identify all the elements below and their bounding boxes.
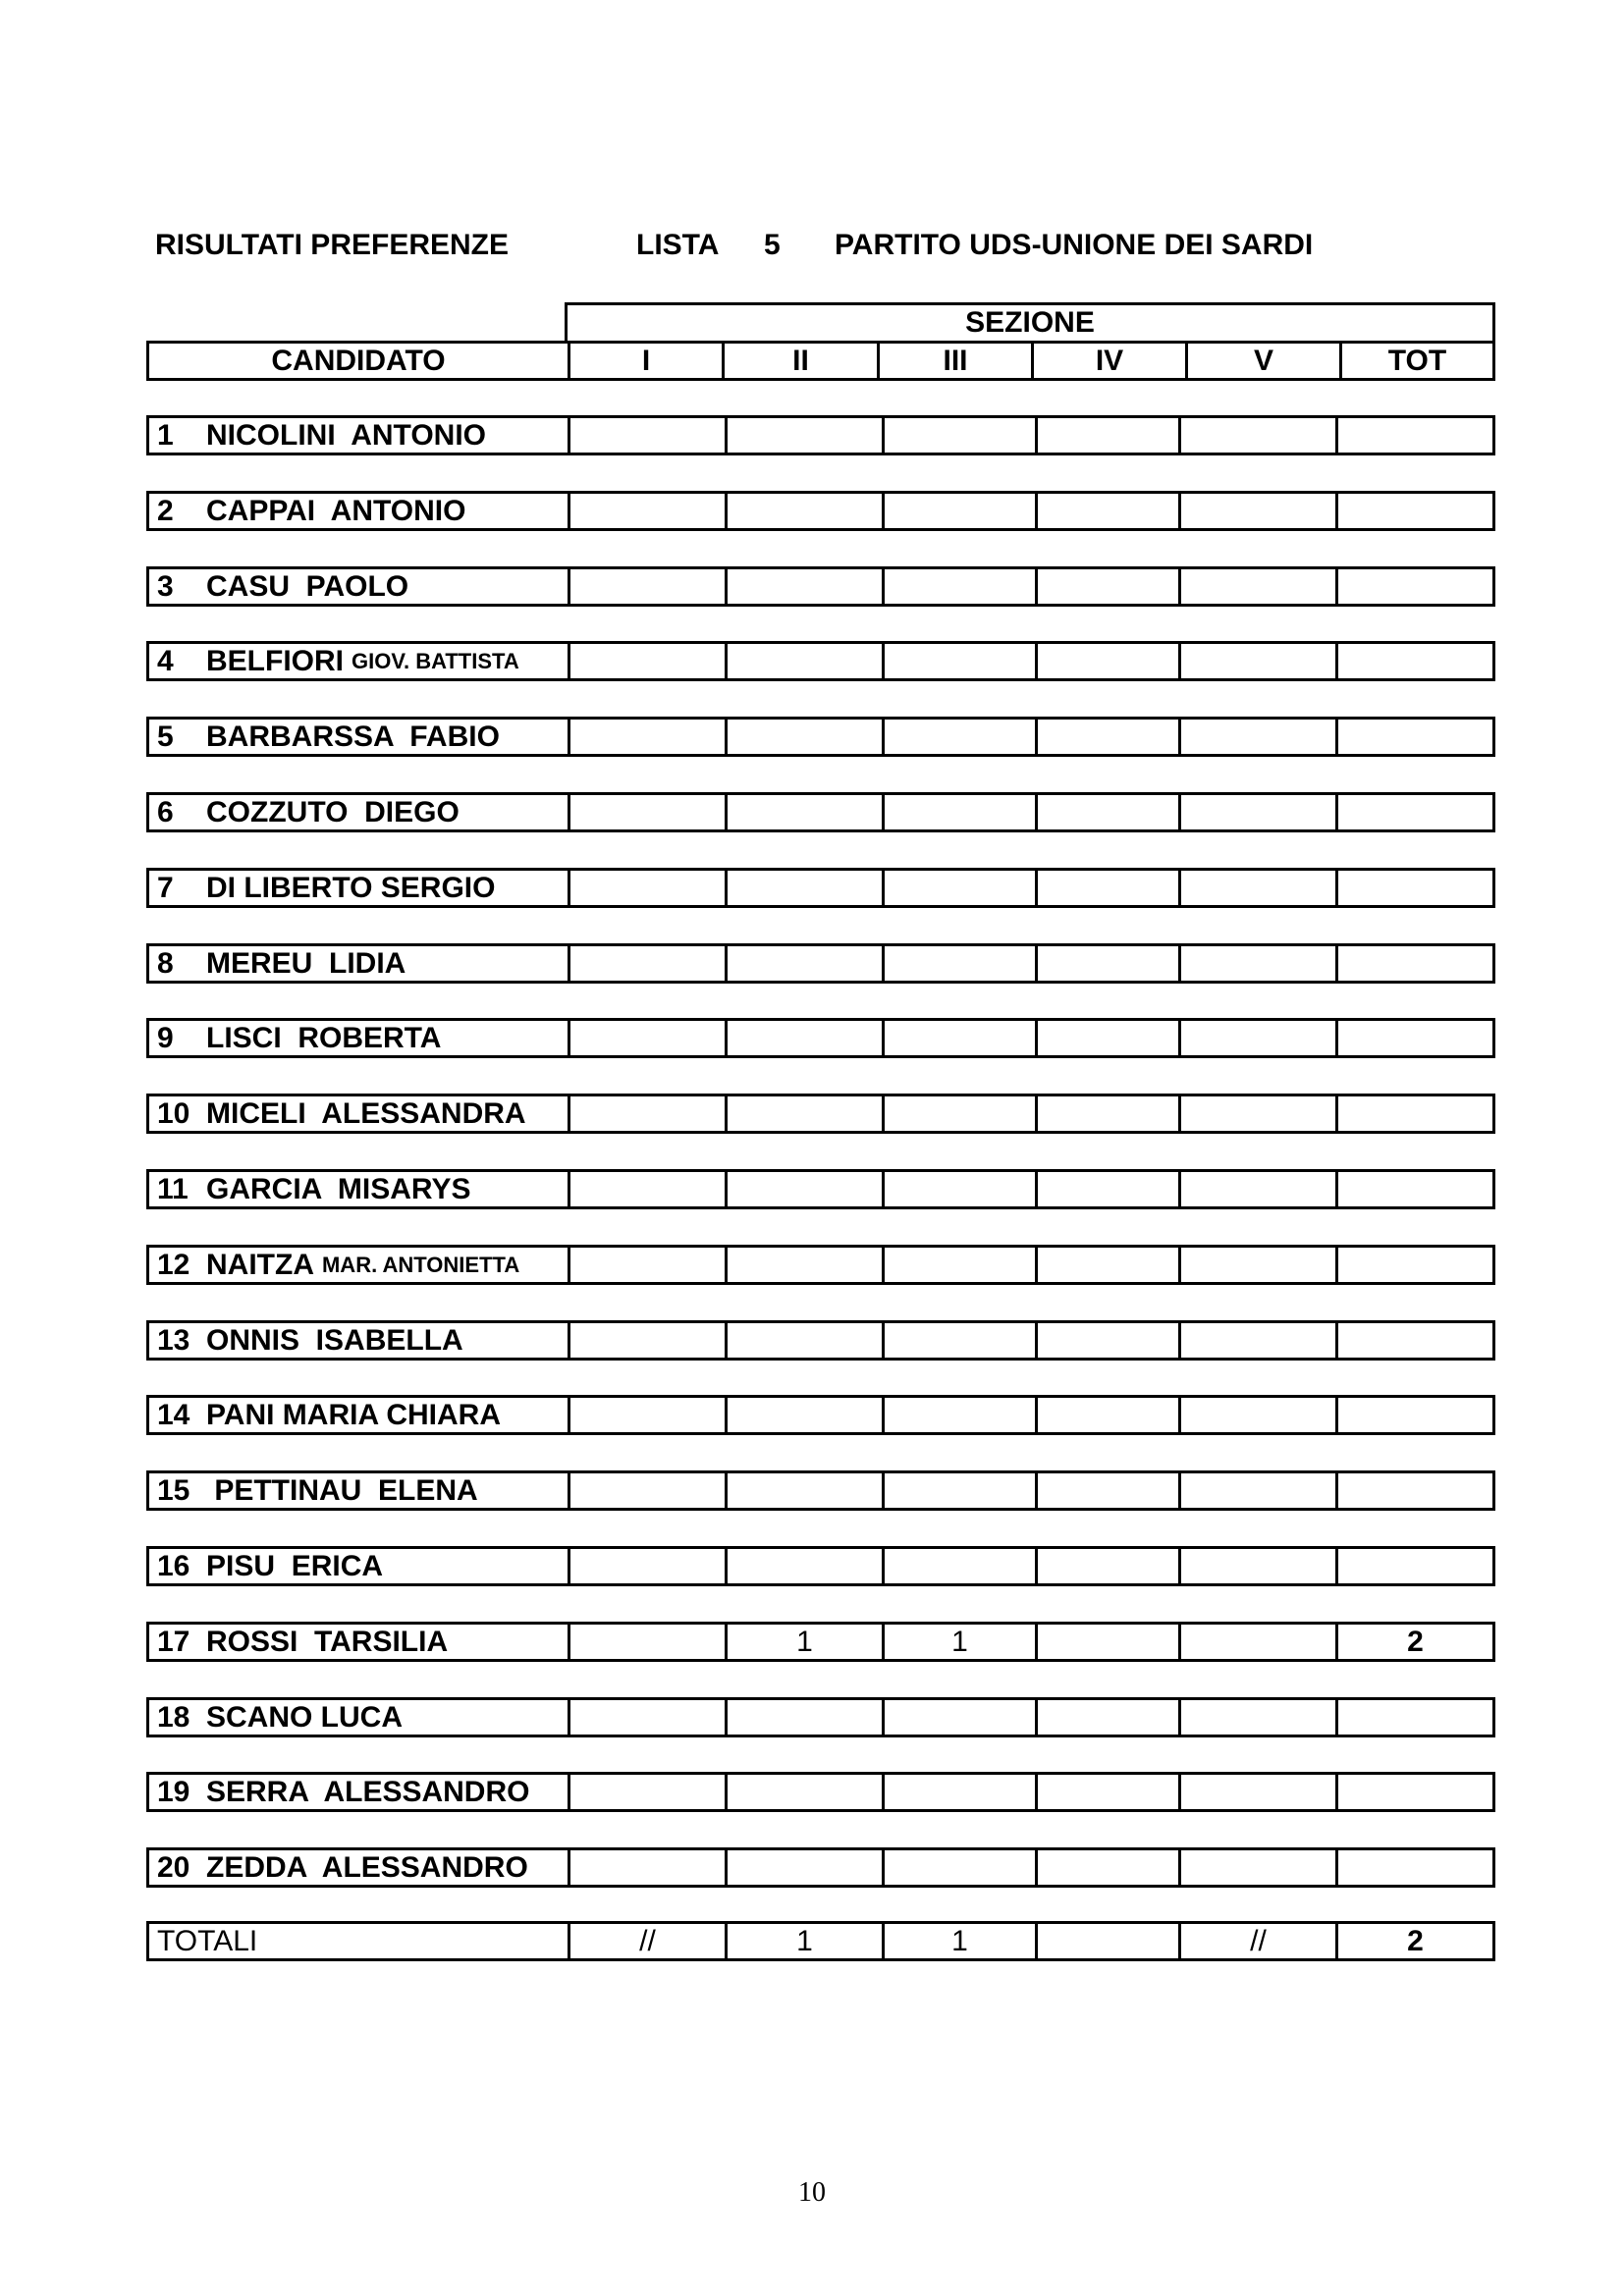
candidate-cell bbox=[149, 1398, 570, 1432]
vote-cell-iii bbox=[885, 795, 1038, 829]
totals-cell-ii: 1 bbox=[728, 1924, 885, 1958]
vote-cell-iii bbox=[885, 1323, 1038, 1358]
vote-cell-iv bbox=[1038, 418, 1181, 453]
vote-cell-i bbox=[570, 1021, 728, 1055]
candidate-cell bbox=[149, 720, 570, 754]
vote-cell-iv bbox=[1038, 1850, 1181, 1885]
candidate-number: 4 bbox=[157, 644, 174, 677]
candidate-name-small: GIOV. BATTISTA bbox=[352, 648, 519, 673]
totals-cell-iv bbox=[1038, 1924, 1181, 1958]
vote-cell-i bbox=[570, 1700, 728, 1735]
vote-cell-tot bbox=[1338, 871, 1492, 905]
vote-cell-iv bbox=[1038, 1021, 1181, 1055]
candidate-name-text: ROSSI TARSILIA bbox=[206, 1625, 449, 1658]
candidate-cell bbox=[149, 1473, 570, 1508]
vote-cell-iii bbox=[885, 720, 1038, 754]
vote-cell-ii bbox=[728, 1096, 885, 1131]
vote-cell-iii bbox=[885, 418, 1038, 453]
table-row bbox=[146, 717, 1495, 757]
table-row bbox=[146, 943, 1495, 984]
vote-cell-iv bbox=[1038, 946, 1181, 981]
candidate-name-text: PETTINAU ELENA bbox=[206, 1473, 478, 1507]
candidate-name bbox=[149, 418, 486, 453]
vote-cell-iv bbox=[1038, 1398, 1181, 1432]
candidate-cell bbox=[149, 795, 570, 829]
candidate-name bbox=[149, 946, 406, 981]
candidate-name bbox=[149, 1248, 519, 1282]
vote-cell-v bbox=[1181, 1323, 1338, 1358]
vote-cell-iv bbox=[1038, 1172, 1181, 1206]
vote-cell-iv bbox=[1038, 644, 1181, 678]
vote-cell-ii: 1 bbox=[728, 1625, 885, 1659]
vote-cell-iii bbox=[885, 1473, 1038, 1508]
candidate-name bbox=[149, 1172, 470, 1206]
vote-cell-ii bbox=[728, 418, 885, 453]
candidate-number: 1 bbox=[157, 418, 174, 452]
vote-cell-ii bbox=[728, 1850, 885, 1885]
candidate-name-text: NICOLINI ANTONIO bbox=[206, 418, 486, 452]
vote-cell-iii bbox=[885, 1700, 1038, 1735]
candidate-number: 3 bbox=[157, 569, 174, 603]
candidate-number: 13 bbox=[157, 1323, 190, 1357]
table-row bbox=[146, 792, 1495, 832]
column-header-ii: II bbox=[725, 344, 880, 378]
vote-cell-i bbox=[570, 1850, 728, 1885]
vote-cell-i bbox=[570, 1398, 728, 1432]
lista-number: 5 bbox=[764, 229, 781, 261]
totals-cell-iii: 1 bbox=[885, 1924, 1038, 1958]
table-row bbox=[146, 1470, 1495, 1511]
candidate-name bbox=[149, 1473, 478, 1508]
candidate-number: 14 bbox=[157, 1398, 190, 1431]
vote-cell-v bbox=[1181, 946, 1338, 981]
vote-cell-iv bbox=[1038, 1625, 1181, 1659]
vote-cell-iv bbox=[1038, 1700, 1181, 1735]
vote-cell-iv bbox=[1038, 494, 1181, 528]
candidate-number: 16 bbox=[157, 1549, 190, 1582]
vote-cell-i bbox=[570, 1473, 728, 1508]
candidate-name-text: SERRA ALESSANDRO bbox=[206, 1775, 530, 1808]
candidate-number: 6 bbox=[157, 795, 174, 828]
vote-cell-iv bbox=[1038, 569, 1181, 604]
table-row bbox=[146, 1546, 1495, 1586]
candidate-name bbox=[149, 1850, 528, 1885]
column-header-row bbox=[146, 341, 1495, 381]
vote-cell-i bbox=[570, 1775, 728, 1809]
vote-cell-v bbox=[1181, 1021, 1338, 1055]
table-row bbox=[146, 1772, 1495, 1812]
vote-cell-tot: 2 bbox=[1407, 1625, 1424, 1658]
candidate-cell bbox=[149, 1775, 570, 1809]
vote-cell-iv bbox=[1038, 795, 1181, 829]
candidate-number: 7 bbox=[157, 871, 174, 904]
candidate-cell bbox=[149, 1096, 570, 1131]
table-row bbox=[146, 1395, 1495, 1435]
candidate-cell bbox=[149, 1850, 570, 1885]
vote-cell-v bbox=[1181, 1700, 1338, 1735]
vote-cell-tot bbox=[1338, 1021, 1492, 1055]
vote-cell-tot bbox=[1338, 1323, 1492, 1358]
table-row bbox=[146, 1245, 1495, 1285]
vote-cell-tot bbox=[1338, 418, 1492, 453]
table-row bbox=[146, 1320, 1495, 1361]
vote-cell-v bbox=[1181, 1473, 1338, 1508]
candidate-name bbox=[149, 494, 465, 528]
vote-cell-iii bbox=[885, 1549, 1038, 1583]
candidate-number: 5 bbox=[157, 720, 174, 753]
vote-cell-tot bbox=[1338, 946, 1492, 981]
vote-cell-iii bbox=[885, 946, 1038, 981]
candidate-cell bbox=[149, 1625, 570, 1659]
vote-cell-tot bbox=[1338, 1775, 1492, 1809]
vote-cell-i bbox=[570, 1323, 728, 1358]
candidate-number: 15 bbox=[157, 1473, 190, 1507]
vote-cell-tot bbox=[1338, 1473, 1492, 1508]
candidate-name bbox=[149, 1775, 529, 1809]
vote-cell-tot bbox=[1338, 1096, 1492, 1131]
totals-label bbox=[149, 1924, 570, 1958]
vote-cell-i bbox=[570, 1172, 728, 1206]
candidate-name bbox=[149, 720, 500, 754]
candidate-name bbox=[149, 569, 408, 604]
vote-cell-iv bbox=[1038, 720, 1181, 754]
vote-cell-i bbox=[570, 795, 728, 829]
page-number: 10 bbox=[798, 2177, 826, 2208]
candidate-name bbox=[149, 644, 519, 678]
vote-cell-i bbox=[570, 871, 728, 905]
vote-cell-v bbox=[1181, 1398, 1338, 1432]
vote-cell-v bbox=[1181, 871, 1338, 905]
candidate-cell bbox=[149, 1021, 570, 1055]
vote-cell-v bbox=[1181, 569, 1338, 604]
candidate-name-text: BARBARSSA FABIO bbox=[206, 720, 500, 753]
vote-cell-tot bbox=[1338, 1549, 1492, 1583]
candidate-name bbox=[149, 795, 460, 829]
candidate-name-text: ZEDDA ALESSANDRO bbox=[206, 1850, 528, 1884]
vote-cell-iii bbox=[885, 1172, 1038, 1206]
vote-cell-tot bbox=[1338, 569, 1492, 604]
candidate-cell bbox=[149, 1700, 570, 1735]
candidate-cell bbox=[149, 418, 570, 453]
vote-cell-ii bbox=[728, 795, 885, 829]
vote-cell-v bbox=[1181, 1625, 1338, 1659]
candidate-name-text: LISCI ROBERTA bbox=[206, 1021, 442, 1054]
vote-cell-iv bbox=[1038, 1248, 1181, 1282]
vote-cell-ii bbox=[728, 1248, 885, 1282]
vote-cell-ii bbox=[728, 1398, 885, 1432]
candidate-number: 20 bbox=[157, 1850, 190, 1884]
column-header-iii: III bbox=[880, 344, 1034, 378]
vote-cell-iii bbox=[885, 871, 1038, 905]
candidate-name-text: PISU ERICA bbox=[206, 1549, 384, 1582]
column-header-tot: TOT bbox=[1387, 344, 1447, 377]
vote-cell-i bbox=[570, 569, 728, 604]
vote-cell-iii bbox=[885, 1096, 1038, 1131]
table-row bbox=[146, 1697, 1495, 1737]
candidate-cell bbox=[149, 1549, 570, 1583]
column-header-iv: IV bbox=[1034, 344, 1188, 378]
table-row bbox=[146, 1018, 1495, 1058]
vote-cell-iv bbox=[1038, 1549, 1181, 1583]
vote-cell-iv bbox=[1038, 1775, 1181, 1809]
vote-cell-iv bbox=[1038, 1323, 1181, 1358]
candidate-name-text: ONNIS ISABELLA bbox=[206, 1323, 463, 1357]
lista-label: LISTA bbox=[636, 229, 720, 261]
vote-cell-ii bbox=[728, 946, 885, 981]
candidate-name-text: MEREU LIDIA bbox=[206, 946, 406, 980]
vote-cell-ii bbox=[728, 720, 885, 754]
vote-cell-iii bbox=[885, 494, 1038, 528]
vote-cell-i bbox=[570, 1625, 728, 1659]
vote-cell-v bbox=[1181, 494, 1338, 528]
candidate-name-text: DI LIBERTO SERGIO bbox=[206, 871, 496, 904]
candidate-number: 19 bbox=[157, 1775, 190, 1808]
vote-cell-ii bbox=[728, 1775, 885, 1809]
vote-cell-i bbox=[570, 1248, 728, 1282]
vote-cell-tot bbox=[1338, 1248, 1492, 1282]
candidate-cell bbox=[149, 1172, 570, 1206]
candidate-name-text: BELFIORI bbox=[206, 644, 344, 677]
vote-cell-v bbox=[1181, 795, 1338, 829]
candidate-name-text: GARCIA MISARYS bbox=[206, 1172, 471, 1205]
candidate-name-text: CASU PAOLO bbox=[206, 569, 409, 603]
candidate-name bbox=[149, 871, 495, 905]
candidate-cell bbox=[149, 1248, 570, 1282]
vote-cell-iv bbox=[1038, 1473, 1181, 1508]
vote-cell-ii bbox=[728, 1549, 885, 1583]
table-row bbox=[146, 641, 1495, 681]
vote-cell-v bbox=[1181, 1775, 1338, 1809]
table-row bbox=[146, 868, 1495, 908]
vote-cell-tot bbox=[1338, 1172, 1492, 1206]
candidate-number: 11 bbox=[157, 1172, 189, 1205]
candidate-number: 10 bbox=[157, 1096, 190, 1130]
vote-cell-v bbox=[1181, 1248, 1338, 1282]
table-row bbox=[146, 1169, 1495, 1209]
vote-cell-i bbox=[570, 946, 728, 981]
candidate-number: 12 bbox=[157, 1248, 190, 1281]
vote-cell-iii bbox=[885, 569, 1038, 604]
vote-cell-iii bbox=[885, 1775, 1038, 1809]
vote-cell-iii bbox=[885, 644, 1038, 678]
totals-label-text: TOTALI bbox=[157, 1924, 258, 1957]
candidate-name-text: PANI MARIA CHIARA bbox=[206, 1398, 501, 1431]
candidate-name bbox=[149, 1021, 441, 1055]
vote-cell-tot bbox=[1338, 1700, 1492, 1735]
candidate-cell bbox=[149, 1323, 570, 1358]
vote-cell-tot bbox=[1338, 720, 1492, 754]
vote-cell-i bbox=[570, 418, 728, 453]
vote-cell-tot bbox=[1338, 1398, 1492, 1432]
vote-cell-v bbox=[1181, 1172, 1338, 1206]
vote-cell-iii bbox=[885, 1850, 1038, 1885]
vote-cell-ii bbox=[728, 1700, 885, 1735]
candidate-cell bbox=[149, 494, 570, 528]
vote-cell-iv bbox=[1038, 871, 1181, 905]
candidate-cell bbox=[149, 569, 570, 604]
vote-cell-v bbox=[1181, 418, 1338, 453]
table-row bbox=[146, 1622, 1495, 1662]
vote-cell-v bbox=[1181, 720, 1338, 754]
sezione-label: SEZIONE bbox=[965, 306, 1095, 339]
vote-cell-iii: 1 bbox=[885, 1625, 1038, 1659]
vote-cell-ii bbox=[728, 644, 885, 678]
vote-cell-ii bbox=[728, 1323, 885, 1358]
candidate-name bbox=[149, 1700, 403, 1735]
column-header-candidato: CANDIDATO bbox=[149, 344, 570, 378]
candidate-name-text: COZZUTO DIEGO bbox=[206, 795, 460, 828]
totals-cell-tot: 2 bbox=[1407, 1924, 1424, 1957]
candidate-number: 8 bbox=[157, 946, 174, 980]
vote-cell-ii bbox=[728, 871, 885, 905]
totals-cell-v: // bbox=[1181, 1924, 1338, 1958]
vote-cell-ii bbox=[728, 494, 885, 528]
vote-cell-tot bbox=[1338, 644, 1492, 678]
vote-cell-i bbox=[570, 1096, 728, 1131]
candidate-name-small: MAR. ANTONIETTA bbox=[321, 1252, 520, 1277]
vote-cell-v bbox=[1181, 1096, 1338, 1131]
vote-cell-tot bbox=[1338, 1850, 1492, 1885]
candidate-cell bbox=[149, 871, 570, 905]
candidate-cell bbox=[149, 644, 570, 678]
vote-cell-i bbox=[570, 1549, 728, 1583]
candidate-name bbox=[149, 1096, 526, 1131]
vote-cell-i bbox=[570, 494, 728, 528]
vote-cell-ii bbox=[728, 1021, 885, 1055]
vote-cell-v bbox=[1181, 644, 1338, 678]
candidate-name-text: CAPPAI ANTONIO bbox=[206, 494, 466, 527]
vote-cell-i bbox=[570, 720, 728, 754]
table-row bbox=[146, 1847, 1495, 1888]
vote-cell-tot bbox=[1338, 795, 1492, 829]
vote-cell-v bbox=[1181, 1549, 1338, 1583]
candidate-number: 2 bbox=[157, 494, 174, 527]
sezione-header bbox=[565, 302, 1495, 344]
title: RISULTATI PREFERENZE bbox=[155, 229, 509, 261]
candidate-name-text: SCANO LUCA bbox=[206, 1700, 403, 1734]
vote-cell-iii bbox=[885, 1398, 1038, 1432]
vote-cell-ii bbox=[728, 569, 885, 604]
candidate-number: 9 bbox=[157, 1021, 174, 1054]
candidate-number: 18 bbox=[157, 1700, 190, 1734]
table-row bbox=[146, 415, 1495, 455]
column-header-i: I bbox=[570, 344, 725, 378]
table-row bbox=[146, 1094, 1495, 1134]
column-header-v: V bbox=[1188, 344, 1342, 378]
vote-cell-v bbox=[1181, 1850, 1338, 1885]
table-row bbox=[146, 491, 1495, 531]
totals-cell-i: // bbox=[570, 1924, 728, 1958]
totals-row bbox=[146, 1921, 1495, 1961]
vote-cell-tot bbox=[1338, 494, 1492, 528]
vote-cell-ii bbox=[728, 1172, 885, 1206]
candidate-cell bbox=[149, 946, 570, 981]
vote-cell-iii bbox=[885, 1021, 1038, 1055]
candidate-name-text: MICELI ALESSANDRA bbox=[206, 1096, 526, 1130]
party-name: PARTITO UDS-UNIONE DEI SARDI bbox=[835, 229, 1314, 261]
candidate-number: 17 bbox=[157, 1625, 190, 1658]
vote-cell-iii bbox=[885, 1248, 1038, 1282]
candidate-name-text: NAITZA bbox=[206, 1248, 314, 1281]
candidate-name bbox=[149, 1323, 463, 1358]
table-row bbox=[146, 566, 1495, 607]
vote-cell-i bbox=[570, 644, 728, 678]
candidate-name bbox=[149, 1625, 448, 1659]
vote-cell-ii bbox=[728, 1473, 885, 1508]
candidate-name bbox=[149, 1398, 501, 1432]
vote-cell-iv bbox=[1038, 1096, 1181, 1131]
candidate-name bbox=[149, 1549, 383, 1583]
